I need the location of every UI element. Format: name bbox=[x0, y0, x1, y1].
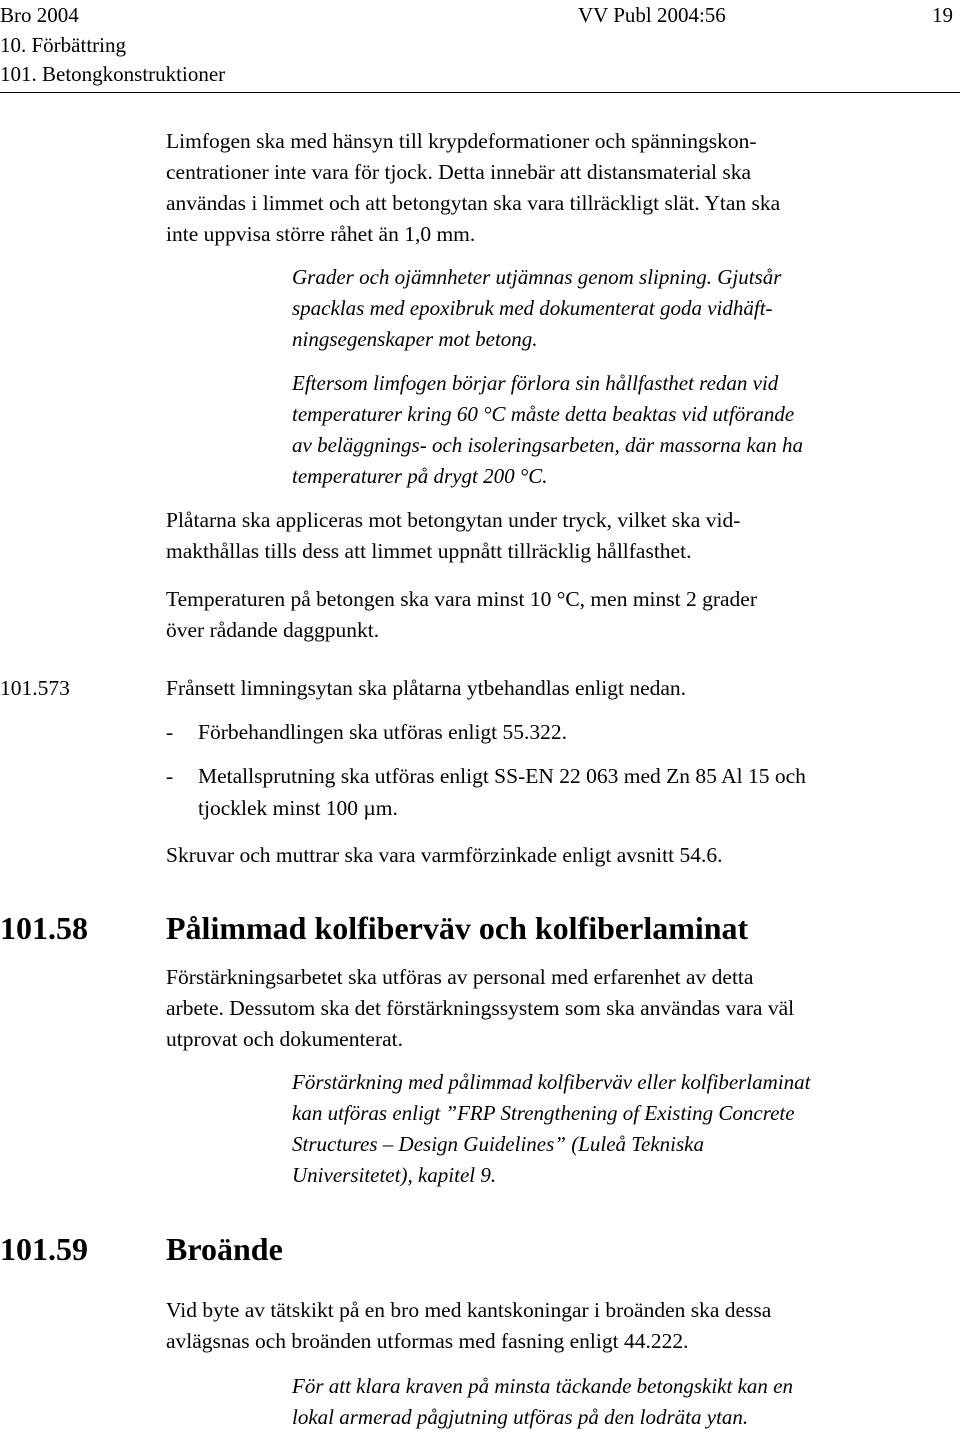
header-rule bbox=[0, 92, 960, 93]
comment-line: Structures – Design Guidelines” (Luleå Tekniska bbox=[292, 1132, 705, 1156]
paragraph-line: inte uppvisa större råhet än 1,0 mm. bbox=[166, 222, 476, 246]
paragraph-line: makthållas tills dess att limmet uppnått tillräcklig hållfasthet. bbox=[166, 539, 692, 563]
section-heading-number: 101.59 bbox=[0, 1231, 88, 1267]
paragraph-line: Plåtarna ska appliceras mot betongytan under tryck, vilket ska vid- bbox=[166, 508, 741, 532]
paragraph-line: Limfogen ska med hänsyn till krypdeformationer och spänningskon- bbox=[166, 129, 757, 153]
comment-line: spacklas med epoxibruk med dokumenterat goda vidhäft- bbox=[292, 296, 773, 320]
comment-line: kan utföras enligt ”FRP Strengthening of Existing Concrete bbox=[292, 1101, 795, 1125]
paragraph-line: Skruvar och muttrar ska vara varmförzinkade enligt avsnitt 54.6. bbox=[166, 843, 723, 867]
header-publication: Bro 2004 bbox=[0, 3, 79, 27]
comment-line: Eftersom limfogen börjar förlora sin hållfasthet redan vid bbox=[292, 371, 779, 395]
section-heading-title: Pålimmad kolfiberväv och kolfiberlaminat bbox=[166, 910, 749, 946]
paragraph-line: Temperaturen på betongen ska vara minst 10 °C, men minst 2 grader bbox=[166, 587, 758, 611]
paragraph-line: avlägsnas och broänden utformas med fasning enligt 44.222. bbox=[166, 1329, 689, 1353]
comment-line: temperaturer kring 60 °C måste detta beaktas vid utförande bbox=[292, 402, 795, 426]
comment-line: Förstärkning med pålimmad kolfiberväv eller kolfiberlaminat bbox=[292, 1070, 811, 1094]
section-number: 101.573 bbox=[0, 676, 70, 700]
page-number: 19 bbox=[932, 3, 953, 27]
section-lead-text: Frånsett limningsytan ska plåtarna ytbehandlas enligt nedan. bbox=[166, 676, 687, 700]
paragraph-line: användas i limmet och att betongytan ska vara tillräckligt slät. Ytan ska bbox=[166, 191, 781, 215]
header-chapter: 10. Förbättring bbox=[0, 33, 126, 57]
comment-line: lokal armerad pågjutning utföras på den lodräta ytan. bbox=[292, 1405, 749, 1429]
paragraph-line: utprovat och dokumenterat. bbox=[166, 1027, 404, 1051]
list-item: Förbehandlingen ska utföras enligt 55.322. bbox=[198, 720, 568, 744]
comment-line: För att klara kraven på minsta täckande betongskikt kan en bbox=[292, 1374, 793, 1398]
comment-line: temperaturer på drygt 200 °C. bbox=[292, 464, 548, 488]
list-item-continuation: tjocklek minst 100 µm. bbox=[198, 796, 398, 820]
paragraph-line: Vid byte av tätskikt på en bro med kantskoningar i broänden ska dessa bbox=[166, 1298, 772, 1322]
paragraph-line: Förstärkningsarbetet ska utföras av personal med erfarenhet av detta bbox=[166, 965, 754, 989]
list-item: Metallsprutning ska utföras enligt SS-EN 22 063 med Zn 85 Al 15 och bbox=[198, 764, 806, 788]
header-section: 101. Betongkonstruktioner bbox=[0, 62, 226, 86]
list-dash: - bbox=[166, 720, 174, 744]
comment-line: Universitetet), kapitel 9. bbox=[292, 1163, 497, 1187]
comment-line: ningsegenskaper mot betong. bbox=[292, 327, 538, 351]
header-document-id: VV Publ 2004:56 bbox=[578, 3, 726, 27]
list-dash: - bbox=[166, 764, 174, 788]
section-heading-title: Broände bbox=[166, 1231, 283, 1267]
paragraph-line: centrationer inte vara för tjock. Detta innebär att distansmaterial ska bbox=[166, 160, 752, 184]
section-heading-number: 101.58 bbox=[0, 910, 88, 946]
paragraph-line: arbete. Dessutom ska det förstärkningssystem som ska användas vara väl bbox=[166, 996, 795, 1020]
comment-line: av beläggnings- och isoleringsarbeten, där massorna kan ha bbox=[292, 433, 803, 457]
paragraph-line: över rådande daggpunkt. bbox=[166, 618, 380, 642]
comment-line: Grader och ojämnheter utjämnas genom slipning. Gjutsår bbox=[292, 265, 782, 289]
